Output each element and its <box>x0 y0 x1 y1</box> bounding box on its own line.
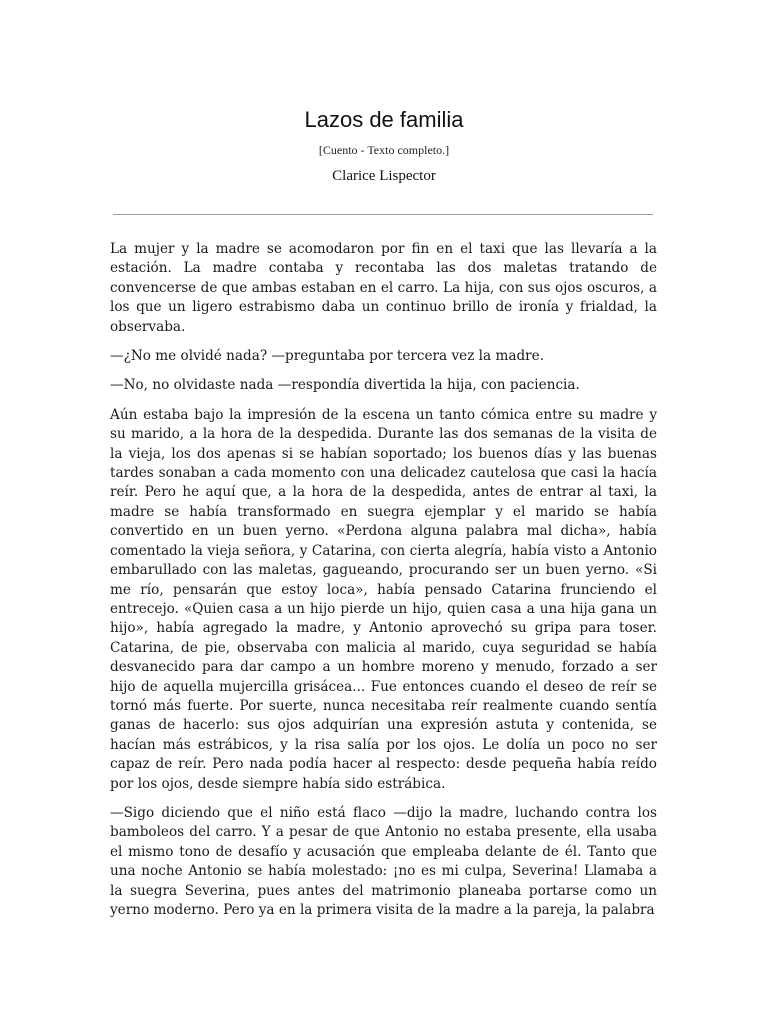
paragraph-3: —No, no olvidaste nada —respondía divertida la hija, con paciencia. <box>110 377 580 394</box>
title-divider <box>113 214 653 215</box>
document-title: Lazos de familia <box>304 107 464 132</box>
paragraph-2: —¿No me olvidé nada? —preguntaba por tercera vez la madre. <box>110 348 545 365</box>
paragraph-1: La mujer y la madre se acomodaron por fin en el taxi que las llevaría a la estación. La madre contaba y recontaba las dos maletas tratando de convencerse de que ambas estaban en el carro. La hija, con sus ojos oscuros, a los que un ligero estrabismo daba un continuo brillo de ironía y frialdad, la observaba. <box>110 241 657 335</box>
paragraph-5: —Sigo diciendo que el niño está flaco —dijo la madre, luchando contra los bamboleos del carro. Y a pesar de que Antonio no estaba presente, ella usaba el mismo tono de desafío y acusación que empleaba delante de él. Tanto que una noche Antonio se había molestado: ¡no es mi culpa, Severina! Llamaba a la suegra Severina, pues antes del matrimonio planeaba portarse como un yerno moderno. Pero ya en la primera visita de la madre a la pareja, la palabra <box>110 804 657 918</box>
document-author: Clarice Lispector <box>332 168 436 184</box>
paragraph-4: Aún estaba bajo la impresión de la escena un tanto cómica entre su madre y su marido, a la hora de la despedida. Durante las dos semanas de la visita de la vieja, los dos apenas si se habían soportado; los buenos días y las buenas tardes sonaban a cada momento con una delicadez cautelosa que casi la hacía reír. Pero he aquí que, a la hora de la despedida, antes de entrar al taxi, la madre se había transformado en suegra ejemplar y el marido se había convertido en un buen yerno. «Perdona alguna palabra mal dicha», había comentado la vieja señora, y Catarina, con cierta alegría, había visto a Antonio embarullado con las maletas, gagueando, procurando ser un buen yerno. «Si me río, pensarán que estoy loca», había pensado Catarina frunciendo el entrecejo. «Quien casa a un hijo pierde un hijo, quien casa a una hija gana un hijo», había agregado la madre, y Antonio aprovechó su gripa para toser. Catarina, de pie, observaba con malicia al marido, cuya seguridad se había desvanecido para dar campo a un hombre moreno y menudo, forzado a ser hijo de aquella mujercilla grisácea... Fue entonces cuando el deseo de reír se tornó más fuerte. Por suerte, nunca necesitaba reír realmente cuando sentía ganas de hacerlo: sus ojos adquirían una expresión astuta y contenida, se hacían más estrábicos, y la risa salía por los ojos. Le dolía un poco no ser capaz de reír. Pero nada podía hacer al respecto: desde pequeña había reído por los ojos, desde siempre había sido estrábica. <box>110 406 657 792</box>
document-body <box>110 240 657 930</box>
document-subtitle: [Cuento - Texto completo.] <box>318 143 450 157</box>
